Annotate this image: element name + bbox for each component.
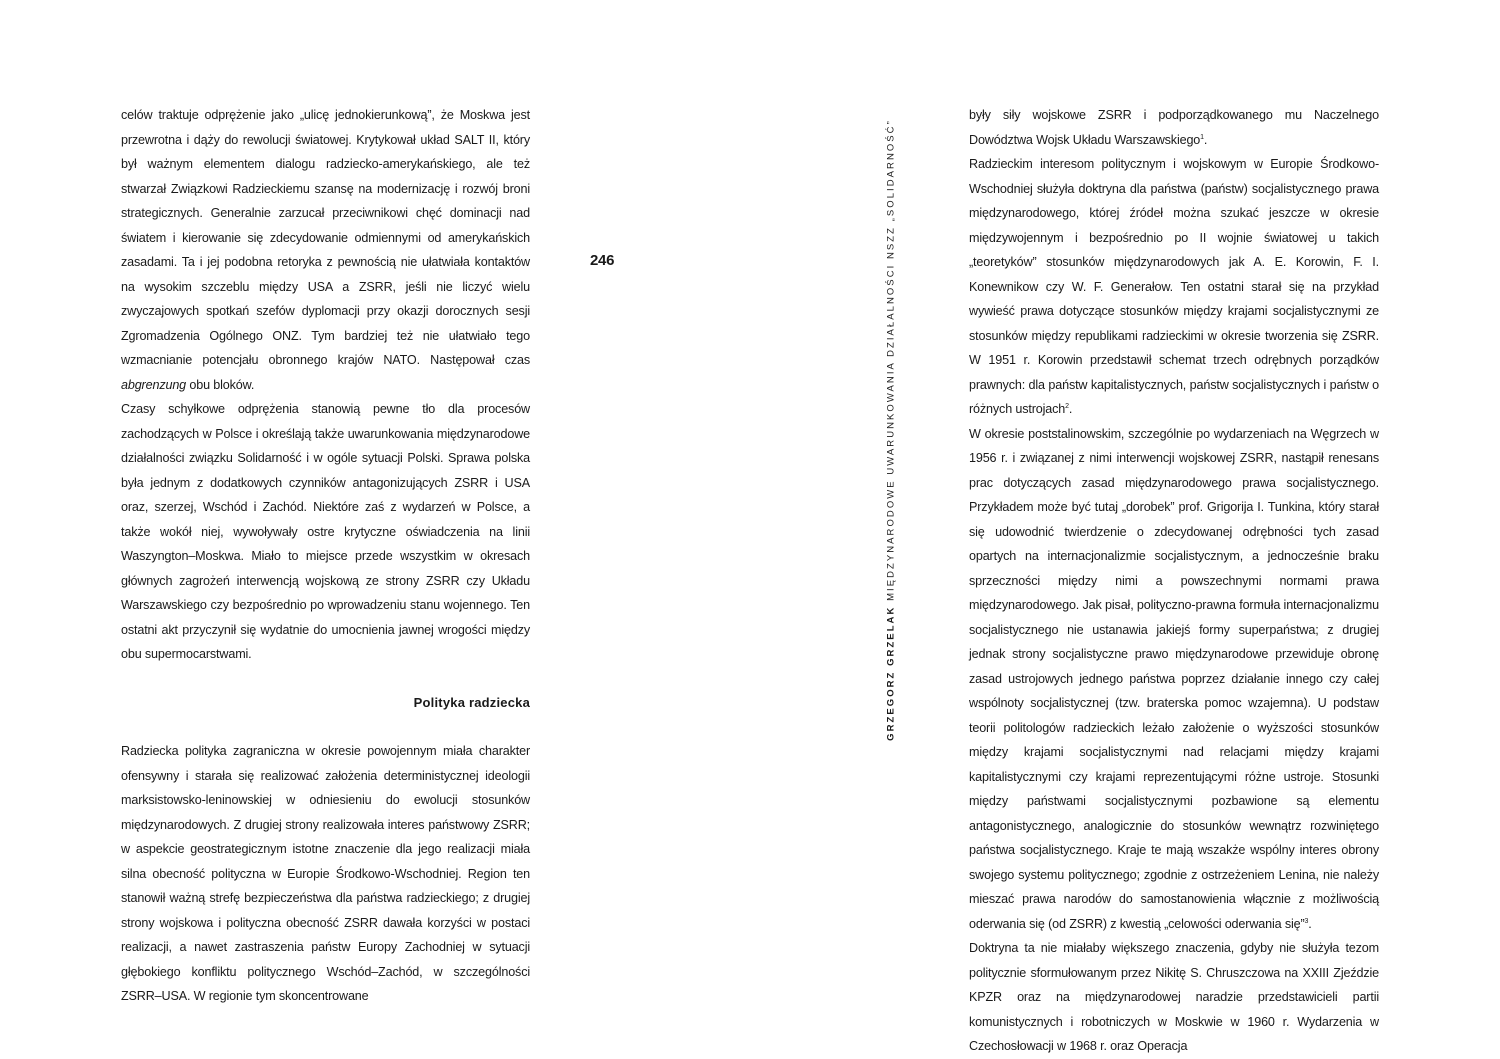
right-page-text [969, 103, 1379, 1059]
running-head-title: MIĘDZYNARODOWE UWARUNKOWANIA DZIAŁALNOŚCI NSZZ „SOLIDARNOŚĆ” [885, 119, 897, 601]
left-paragraph-2: Czasy schyłkowe odprężenia stanowią pewne tło dla procesów zachodzących w Polsce i określają także uwarunkowania międzynarodowe działalności związku Solidarność i w ogóle sytuacji Polski. Sprawa polska była jednym z dodatkowych czynników antagonizujących ZSRR i USA oraz, szerzej, Wschód i Zachód. Niektóre zaś z wydarzeń w Polsce, a także wokół niej, wywoływały ostre krytyczne oświadczenia na linii Waszyngton–Moskwa. Miało to miejsce przede wszystkim w okresach głównych zagrożeń interwencją wojskową ze strony ZSRR czy Układu Warszawskiego czy bezpośrednio po wprowadzeniu stanu wojennego. Ten ostatni akt przyczynił się wydatnie do umocnienia jawnej wrogości między obu supermocarstwami. [121, 402, 530, 661]
section-heading: Polityka radziecka [413, 694, 530, 710]
running-head-author: GRZEGORZ GRZELAK [885, 605, 897, 741]
footnote-ref: 1 [1200, 133, 1204, 141]
right-paragraph-2: Radzieckim interesom politycznym i wojskowym w Europie Środkowo-Wschodniej służyła doktryna dla państwa (państw) socjalistycznego prawa międzynarodowego, której źródeł można szukać jeszcze w okresie międzywojennym i bezpośrednio po II wojnie światowej u takich „teoretyków” stosunków międzynarodowych jak A. E. Korowin, F. I. Konewnikow czy W. F. Generałow. Ten ostatni starał się na przykład wywieść prawa dotyczące stosunków między krajami socjalistycznymi ze stosunków między republikami radzieckimi w okresie tworzenia się ZSRR. W 1951 r. Korowin przedstawił schemat trzech odrębnych porządków prawnych: dla państw kapitalistycznych, państw socjalistycznych i państw o różnych ustrojach$^2$. [969, 157, 1379, 416]
italic-term: abgrenzung [121, 377, 187, 392]
right-paragraph-4: Doktryna ta nie miałaby większego znaczenia, gdyby nie służyła tezom politycznie sformułowanym przez Nikitę S. Chruszczowa na XXIII Zjeździe KPZR oraz na międzynarodowej naradzie przedstawicieli partii komunistycznych i robotniczych w Moskwie w 1960 r. Wydarzenia w Czechosłowacji w 1968 r. oraz Operacja [969, 941, 1379, 1053]
left-page-text [121, 103, 530, 1009]
footnote-ref: 2 [1065, 402, 1069, 410]
left-paragraph-3: Radziecka polityka zagraniczna w okresie powojennym miała charakter ofensywny i starała się realizować założenia deterministycznej ideologii marksistowsko-leninowskiej w odniesieniu do ewolucji stosunków międzynarodowych. Z drugiej strony realizowała interes państwowy ZSRR; w aspekcie geostrategicznym istotne znaczenie dla jego realizacji miała silna obecność polityczna w Europie Środkowo-Wschodniej. Region ten stanowił ważną strefę bezpieczeństwa dla państwa radzieckiego; z drugiej strony wojskowa i polityczna obecność ZSRR dawała korzyści w postaci realizacji, a nawet zastraszenia państw Europy Zachodniej w sytuacji głębokiego konfliktu politycznego Wschód–Zachód, w szczególności ZSRR–USA. W regionie tym skoncentrowane [121, 744, 530, 1003]
page-number: 246 [590, 252, 615, 269]
footnote-ref: 3 [1304, 917, 1309, 925]
right-paragraph-3: W okresie poststalinowskim, szczególnie po wydarzeniach na Węgrzech w 1956 r. i związanej z nimi interwencji wojskowej ZSRR, nastąpił renesans prac dotyczących zasad międzynarodowego prawa socjalistycznego. Przykładem może być tutaj „dorobek” prof. Grigorija I. Tunkina, który starał się udowodnić twierdzenie o zdecydowanej odrębności tych zasad opartych na internacjonalizmie socjalistycznym, a jednocześnie braku sprzeczności między nimi a powszechnymi normami prawa międzynarodowego. Jak pisał, polityczno-prawna formuła internacjonalizmu socjalistycznego nie ustanawia jakiejś formy superpaństwa; z drugiej jednak strony socjalistyczne prawo międzynarodowe przewiduje obronę zasad ustrojowych jednego państwa poprzez działanie innego czy całej wspólnoty socjalistycznej (tzw. braterska pomoc wzajemna). U podstaw teorii politologów radzieckich leżało założenie o wyższości stosunków między krajami socjalistycznymi nad relacjami między krajami kapitalistycznymi czy krajami reprezentującymi różne ustroje. Stosunki między państwami socjalistycznymi pozbawione są elementu antagonistycznego, analogicznie do stosunków wewnątrz rozwiniętego państwa socjalistycznego. Kraje te mają wszakże wspólny interes obrony swojego systemu politycznego; zgodnie z ostrzeżeniem Lenina, nie należy mieszać prawa narodów do samostanowienia włącznie z możliwością oderwania się (od ZSRR) z kwestią „celowości oderwania się”$^3$. [969, 426, 1379, 931]
left-paragraph-1: celów traktuje odprężenie jako „ulicę jednokierunkową”, że Moskwa jest przewrotna i dąży do rewolucji światowej. Krytykował układ SALT II, który był ważnym elementem dialogu radziecko-amerykańskiego, ale też stwarzał Związkowi Radzieckiemu szansę na modernizację i rozwój broni strategicznych. Generalnie zarzucał przeciwnikowi chęć dominacji nad światem i kierowanie się zdecydowanie odmiennymi od amerykańskich zasadami. Ta i jej podobna retoryka z pewnością nie ułatwiała kontaktów na wysokim szczeblu między USA a ZSRR, jeśli nie liczyć wielu zwyczajowych spotkań szefów dyplomacji przy okazji dorocznych sesji Zgromadzenia Ogólnego ONZ. Tym bardziej też nie ułatwiało tego wzmacnianie potencjału obronnego krajów NATO. Następował czas abgrenzung obu bloków. [121, 108, 530, 392]
right-paragraph-1: były siły wojskowe ZSRR i podporządkowanego mu Naczelnego Dowództwa Wojsk Układu Warszawskiego$^1$. [969, 108, 1379, 147]
